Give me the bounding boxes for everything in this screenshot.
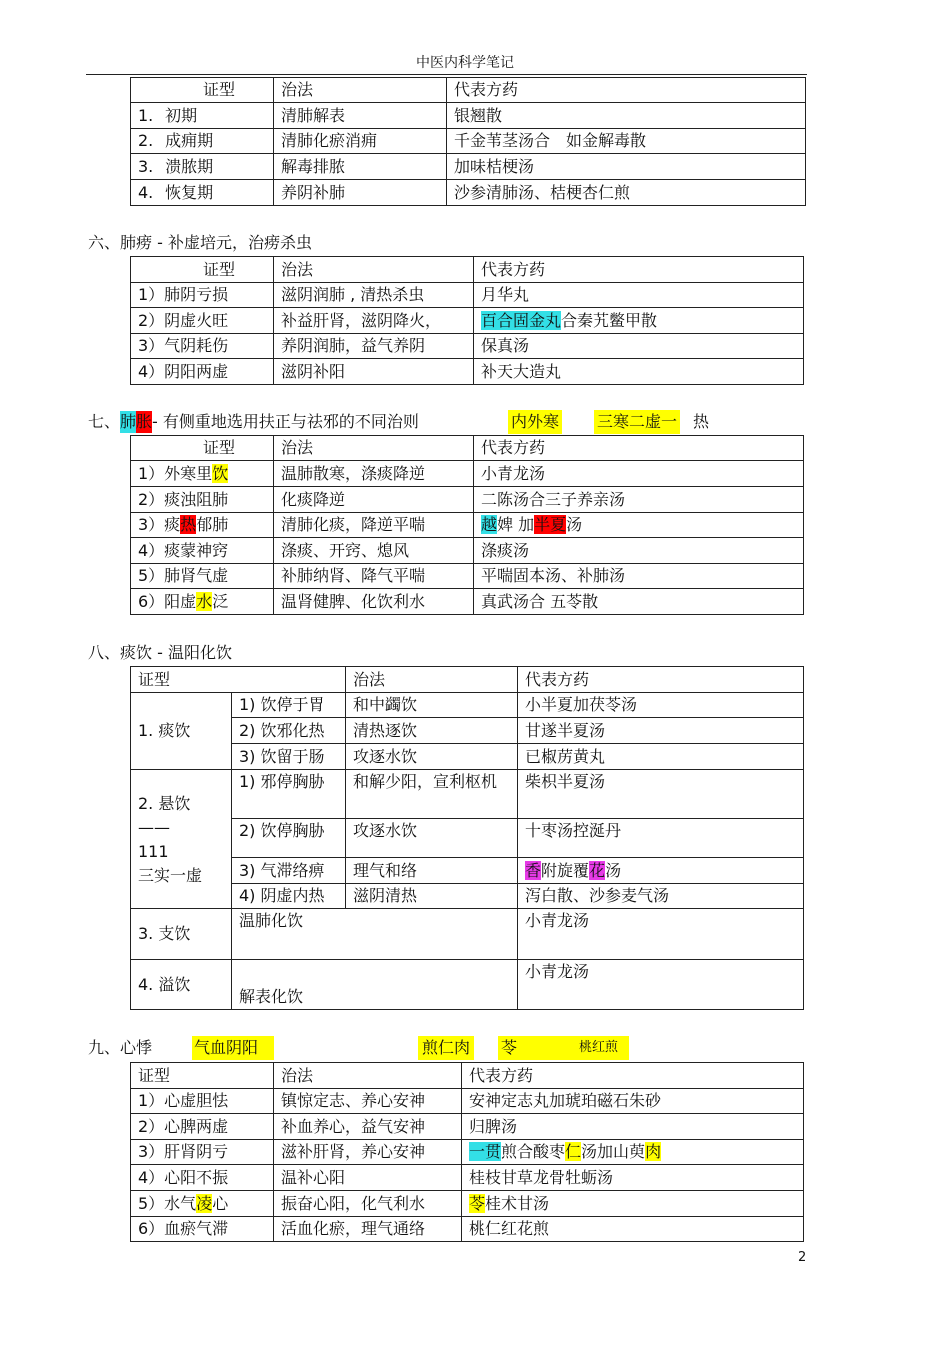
section-title-7: 七、肺胀- 有侧重地选用扶正与祛邪的不同治则 — [88, 412, 419, 431]
group-label-yiyin: 4. 溢饮 — [131, 960, 232, 1010]
table-row: 3. 溃脓期 解毒排脓 加味桔梗汤 — [131, 154, 806, 180]
table-row: 3）肝肾阴亏 滋补肝肾，养心安神 一贯煎合酸枣仁汤加山萸肉 — [131, 1140, 804, 1165]
table-row: 4) 阴虚内热 滋阴清热 泻白散、沙参麦气汤 — [131, 884, 804, 909]
table-row: 3) 气滞络痹 理气和络 香附旋覆花汤 — [131, 858, 804, 884]
table-tuberculosis: 证型 治法 代表方药 1）肺阴亏损 滋阴润肺 , 清热杀虫 月华丸 2）阴虚火旺 补益肝肾，滋阴降火， 百合固金丸合秦艽鳖甲散 3）气阴耗伤 养阴润肺，益气养阴 保真汤 4）阴阳两虚 滋阴补阳 补天大造丸 — [130, 256, 804, 385]
table-row: 1）外寒里饮 温肺散寒，涤痰降逆 小青龙汤 — [131, 461, 804, 487]
header-zhengxing: 证型 — [131, 78, 274, 103]
table-lung-abscess — [130, 77, 806, 206]
header-zhifa: 治法 — [274, 78, 447, 103]
group-label-zhiyin: 3. 支饮 — [131, 909, 232, 960]
group-label-tanyin: 1. 痰饮 — [131, 693, 232, 770]
highlight-cyan: 百合固金丸 — [481, 310, 562, 330]
table-row: 4）心阳不振 温补心阳 桂枝甘草龙骨牡蛎汤 — [131, 1165, 804, 1191]
section-title-8: 八、痰饮 - 温阳化饮 — [88, 643, 232, 662]
table-row: 1）心虚胆怯 镇惊定志、养心安神 安神定志丸加琥珀磁石朱砂 — [131, 1089, 804, 1114]
table-row: 1. 初期 清肺解表 银翘散 — [131, 103, 806, 129]
group-label-xuanyin: 2. 悬饮 —— 111 三实一虚 — [131, 770, 232, 909]
note-inner-outer-cold: 内外寒 — [508, 410, 562, 434]
note-ling: 苓 桃红煎 — [498, 1036, 629, 1060]
table-row: 5）水气凌心 振奋心阳，化气利水 苓桂术甘汤 — [131, 1191, 804, 1217]
note-qi-xue-yin-yang: 气血阴阳 — [192, 1036, 274, 1060]
table-row: 2）痰浊阻肺 化痰降逆 二陈汤合三子养亲汤 — [131, 487, 804, 513]
table-row: 2) 饮停胸胁 攻逐水饮 十枣汤控涎丹 — [131, 819, 804, 858]
table-palpitation: 证型 治法 代表方药 1）心虚胆怯 镇惊定志、养心安神 安神定志丸加琥珀磁石朱砂 2）心脾两虚 补血养心，益气安神 归脾汤 3）肝肾阴亏 滋补肝肾，养心安神 一贯煎合酸枣仁汤加山萸肉 4）心阳不振 温补心阳 桂枝甘草龙骨牡蛎汤 5）水气凌心 振奋心阳，化气利水 苓桂术甘汤 6）血瘀气滞 活血化瘀，理气通络 桃仁红花煎 — [130, 1062, 804, 1242]
table-row: 3) 饮留于肠 攻逐水饮 已椒苈黄丸 — [131, 744, 804, 770]
header-rule — [86, 74, 807, 75]
table-row: 3）痰热郁肺 清肺化痰，降逆平喘 越婢 加半夏汤 — [131, 513, 804, 538]
table-row: 2）阴虚火旺 补益肝肾，滋阴降火， 百合固金丸合秦艽鳖甲散 — [131, 308, 804, 334]
table-lung-distension: 证型 治法 代表方药 1）外寒里饮 温肺散寒，涤痰降逆 小青龙汤 2）痰浊阻肺 化痰降逆 二陈汤合三子养亲汤 3）痰热郁肺 清肺化痰，降逆平喘 越婢 加半夏汤 4）痰蒙神窍 涤痰、开窍、熄风 涤痰汤 5）肺肾气虚 补肺纳肾、降气平喘 平喘固本汤、补肺汤 6）阳虚水泛 温肾健脾、化饮利水 真武汤合 五苓散 — [130, 435, 804, 615]
table-row: 1）肺阴亏损 滋阴润肺 , 清热杀虫 月华丸 — [131, 283, 804, 308]
section-title-9: 九、心悸 — [88, 1038, 153, 1057]
table-row: 4. 溢饮 解表化饮 小青龙汤 — [131, 960, 804, 1010]
table-row: 2）心脾两虚 补血养心，益气安神 归脾汤 — [131, 1114, 804, 1140]
table-phlegm-fluid: 证型 治法 代表方药 1. 痰饮 1) 饮停于胃 和中蠲饮 小半夏加茯苓汤 2) 饮邪化热 清热逐饮 甘遂半夏汤 3) 饮留于肠 攻逐水饮 已椒苈黄丸 2. 悬饮 —— 111 三实一虚 1) 邪停胸胁 和解少阳，宣利枢机 柴枳半夏汤 2) 饮停胸胁 攻逐水饮 十枣汤控涎丹 3) 气滞络痹 理气和络 香附旋覆花汤 4) 阴虚内热 滋阴清热 泻白散、沙参麦气汤 3. 支饮 温肺化饮 小青龙汤 4. 溢饮 解表化饮 小青龙汤 — [130, 666, 804, 1010]
header-fangyao: 代表方药 — [447, 78, 806, 103]
table-row: 6）血瘀气滞 活血化瘀，理气通络 桃仁红花煎 — [131, 1217, 804, 1242]
table-row: 3. 支饮 温肺化饮 小青龙汤 — [131, 909, 804, 960]
table-row: 6）阳虚水泛 温肾健脾、化饮利水 真武汤合 五苓散 — [131, 589, 804, 615]
table-row: 4）阴阳两虚 滋阴补阳 补天大造丸 — [131, 359, 804, 385]
table-row: 2. 悬饮 —— 111 三实一虚 1) 邪停胸胁 和解少阳，宣利枢机 柴枳半夏汤 — [131, 770, 804, 819]
page-header-title: 中医内科学笔记 — [416, 55, 514, 71]
section-title-6: 六、肺痨 - 补虚培元，治痨杀虫 — [88, 233, 312, 252]
table-row: 5）肺肾气虚 补肺纳肾、降气平喘 平喘固本汤、补肺汤 — [131, 564, 804, 589]
note-jian-ren-rou: 煎仁肉 — [418, 1036, 474, 1060]
note-three-cold: 三寒二虚一 — [594, 410, 680, 434]
table-row: 2) 饮邪化热 清热逐饮 甘遂半夏汤 — [131, 718, 804, 744]
table-row: 4）痰蒙神窍 涤痰、开窍、熄风 涤痰汤 — [131, 538, 804, 564]
table-row: 3）气阴耗伤 养阴润肺，益气养阴 保真汤 — [131, 334, 804, 359]
table-row: 1. 痰饮 1) 饮停于胃 和中蠲饮 小半夏加茯苓汤 — [131, 693, 804, 718]
table-row: 4. 恢复期 养阴补肺 沙参清肺汤、桔梗杏仁煎 — [131, 180, 806, 206]
page-number: 2 — [798, 1250, 807, 1265]
note-heat: 热 — [693, 412, 710, 431]
table-row: 2. 成痈期 清肺化瘀消痈 千金苇茎汤合 如金解毒散 — [131, 129, 806, 154]
